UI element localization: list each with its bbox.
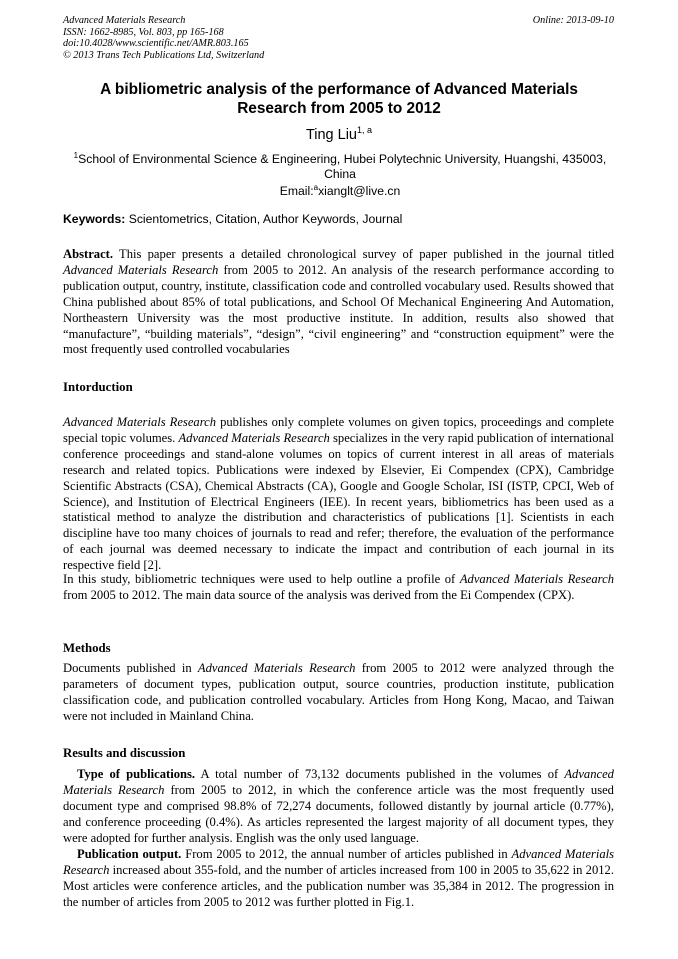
results-paragraph-1 bbox=[63, 767, 614, 847]
title-line-1: A bibliometric analysis of the performance of Advanced Materials bbox=[100, 81, 578, 98]
affiliation-superscript: 1 bbox=[73, 151, 79, 160]
intro-text-2: specializes in the very rapid publication of international conference proceedings and stand-alone volumes on topics of current interest in all areas of materials research and related topics. Publications were indexed by Elsevier, Ei Compendex (CPX), Cambridge Scientific Abstracts (CSA), Chemical Abstracts (CA), Google and Google Scholar, ISI (ISTP, CPCI, Web of Science), and Institution of Electrical Engineers (IEE). In recent years, bibliometrics has been used as a statistical method to analyze the distribution and characteristics of publications [1]. Scientists in each discipline have too many choices of journals to read and refer; therefore, the evaluation of the performance of each journal was deemed necessary to indicate the impact and contribution of each journal in its respective field [2]. bbox=[63, 430, 614, 573]
email-superscript: a bbox=[313, 183, 319, 193]
methods-journal-name: Advanced Materials Research bbox=[197, 661, 356, 675]
abstract-text-2: from 2005 to 2012. An analysis of the research performance according to publication output, country, institute, classification code and controlled vocabulary used. Results showed that China published about 85% of total publications, and School Of Mechanical Engineering And Automation, Northeastern University was the most productive institute. In addition, results also showed that “manufacture”, “building materials”, “design”, “civil engineering” and “construction equipment” were the most frequently used controlled vocabularies bbox=[63, 262, 615, 357]
abstract-journal-name: Advanced Materials Research bbox=[63, 262, 219, 277]
type-of-publications-label: Type of publications. bbox=[77, 767, 196, 781]
methods-heading: Methods bbox=[63, 641, 111, 655]
keywords bbox=[63, 212, 618, 227]
results-p2-text-1: From 2005 to 2012, the annual number of articles published in bbox=[185, 847, 508, 861]
abstract-text-1: This paper presents a detailed chronological survey of paper published in the journal titled bbox=[119, 247, 614, 261]
results-heading: Results and discussion bbox=[63, 746, 186, 760]
issn-line: ISSN: 1662-8985, Vol. 803, pp 165-168 bbox=[63, 26, 224, 38]
intro-p2-text-2: from 2005 to 2012. The main data source of the analysis was derived from the Ei Compendex (CPX). bbox=[63, 587, 575, 602]
journal-header bbox=[63, 15, 264, 61]
email-line bbox=[62, 181, 618, 199]
keywords-label: Keywords: bbox=[63, 212, 126, 226]
email-address[interactable]: xianglt@live.cn bbox=[318, 184, 401, 199]
email-label: Email: bbox=[279, 184, 314, 199]
online-date: Online: 2013-09-10 bbox=[532, 15, 614, 26]
author-name: Ting Liu bbox=[305, 127, 358, 143]
intro-paragraph-1 bbox=[63, 415, 614, 574]
journal-name: Advanced Materials Research bbox=[63, 15, 186, 26]
results-p2-journal-name: Advanced Materials Research bbox=[63, 847, 615, 877]
affiliation-line-2: China bbox=[324, 166, 356, 181]
intro-text-1: publishes only complete volumes on given topics, proceedings and complete special topic volumes. bbox=[63, 415, 614, 445]
intro-p2-text-1: In this study, bibliometric techniques were used to help outline a profile of bbox=[63, 572, 456, 586]
results-paragraph-2 bbox=[63, 847, 614, 911]
affiliation bbox=[62, 149, 618, 199]
doi-line: doi:10.4028/www.scientific.net/AMR.803.165 bbox=[63, 38, 249, 49]
copyright-line: © 2013 Trans Tech Publications Ltd, Switzerland bbox=[63, 49, 265, 61]
abstract-label: Abstract. bbox=[63, 247, 114, 261]
author bbox=[60, 121, 618, 144]
results-p1-text-1: A total number of 73,132 documents published in the volumes of bbox=[200, 767, 559, 781]
paper-title bbox=[60, 80, 618, 118]
methods-text-2: from 2005 to 2012 were analyzed through the parameters of document types, publication output, source countries, production institute, publication classification code, and publication controlled vocabulary. Articles from Hong Kong, Macao, and Taiwan were not included in Mainland China. bbox=[63, 661, 614, 723]
intro-p2-journal-name: Advanced Materials Research bbox=[459, 572, 615, 586]
author-superscript: 1, a bbox=[357, 125, 373, 135]
methods-text-1: Documents published in bbox=[63, 661, 192, 675]
results-p2-text-2: increased about 355-fold, and the number of articles increased from 100 in 2005 to 35,622 in 2012. Most articles were conference articles, and the publication number was 35,384 in 2012. The progression in the number of articles from 2005 to 2012 was further plotted in Fig.1. bbox=[63, 862, 614, 909]
results-p1-text-2: from 2005 to 2012, in which the conference article was the most frequently used document type and comprised 98.8% of 72,274 documents, followed distantly by journal article (0.77%), and conference proceeding (0.4%). As articles represented the largest majority of all document types, they were adopted for further analysis. English was the only used language. bbox=[63, 782, 614, 845]
title-line-2: Research from 2005 to 2012 bbox=[237, 100, 441, 117]
results-p1-journal-name: Advanced Materials Research bbox=[63, 767, 614, 797]
intro-paragraph-2 bbox=[63, 572, 614, 604]
keywords-text: Scientometrics, Citation, Author Keywords, Journal bbox=[128, 212, 403, 226]
intro-journal-name-2: Advanced Materials Research bbox=[178, 430, 330, 445]
methods-paragraph bbox=[63, 661, 614, 725]
publication-output-label: Publication output. bbox=[77, 847, 182, 861]
intro-journal-name-1: Advanced Materials Research bbox=[63, 415, 217, 429]
affiliation-line-1: School of Environmental Science & Engineering, Hubei Polytechnic University, Huangshi, 435003, bbox=[78, 152, 607, 166]
intro-heading: Intorduction bbox=[63, 380, 133, 394]
abstract bbox=[63, 247, 614, 358]
